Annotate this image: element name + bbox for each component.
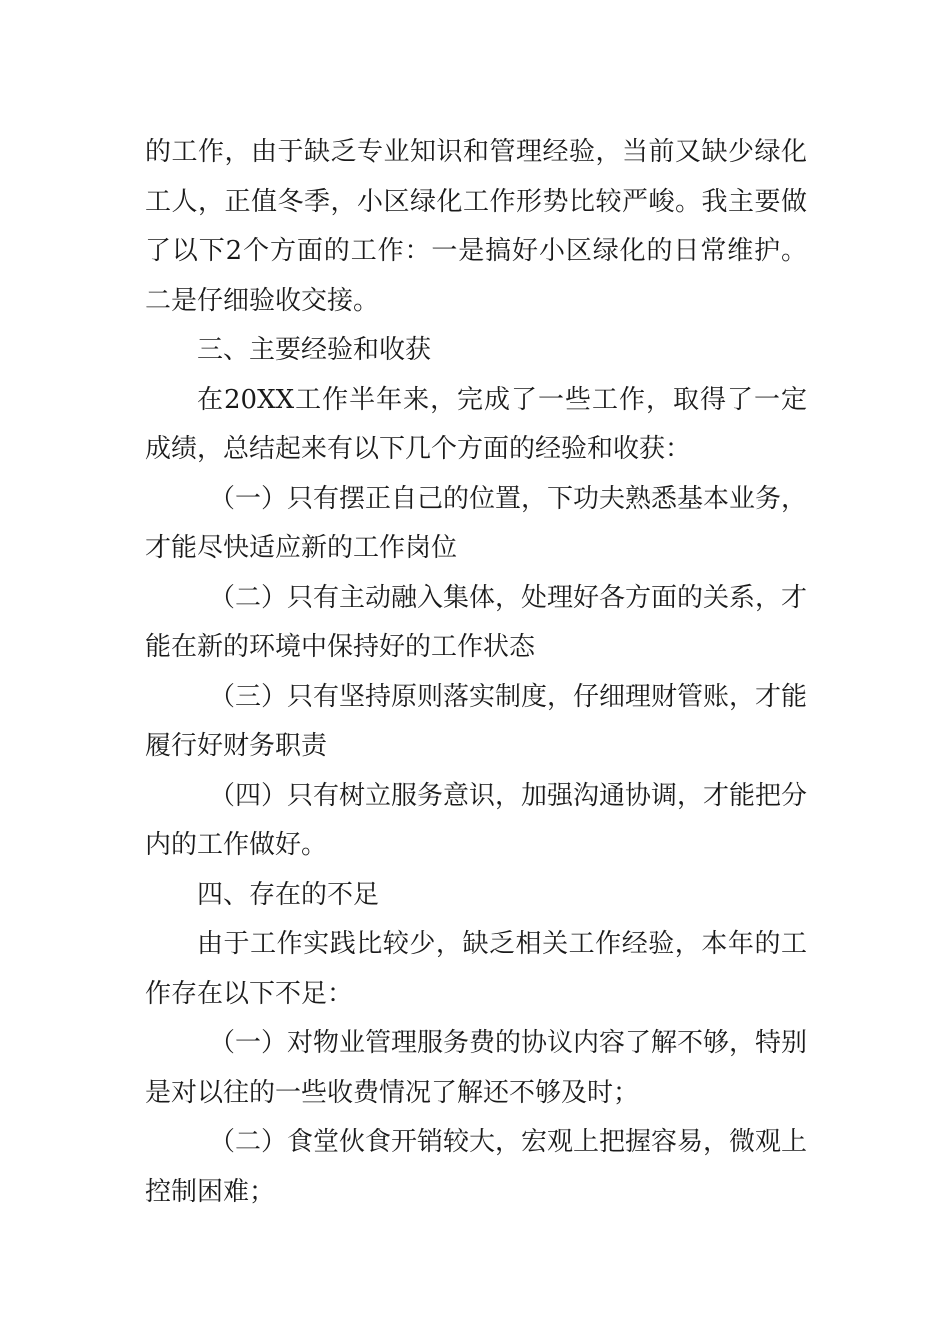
list-item-experience-3: （三）只有坚持原则落实制度，仔细理财管账，才能履行好财务职责 [145,681,808,761]
list-item-shortcoming-2: （二）食堂伙食开销较大，宏观上把握容易，微观上控制困难； [145,1127,808,1207]
paragraph-experience-intro: 在20XX工作半年来，完成了一些工作，取得了一定成绩，总结起来有以下几个方面的经验和收获： [145,384,807,464]
list-item-experience-1: （一）只有摆正自己的位置，下功夫熟悉基本业务，才能尽快适应新的工作岗位 [145,483,808,563]
paragraph-shortcomings-intro: 由于工作实践比较少，缺乏相关工作经验，本年的工作存在以下不足： [145,929,807,1009]
list-item-experience-4: （四）只有树立服务意识，加强沟通协调，才能把分内的工作做好。 [145,780,808,860]
section-heading-shortcomings: 四、存在的不足 [197,879,380,910]
section-heading-experience: 三、主要经验和收获 [197,335,432,365]
list-item-shortcoming-1: （一）对物业管理服务费的协议内容了解不够，特别是对以往的一些收费情况了解还不够及时； [145,1028,808,1108]
document-body [145,128,807,1217]
paragraph-greening-work: 的工作，由于缺乏专业知识和管理经验，当前又缺少绿化工人，正值冬季，小区绿化工作形势比较严峻。我主要做了以下2个方面的工作：一是搞好小区绿化的日常维护。二是仔细验收交接。 [145,137,807,316]
list-item-experience-2: （二）只有主动融入集体，处理好各方面的关系，才能在新的环境中保持好的工作状态 [145,582,808,662]
